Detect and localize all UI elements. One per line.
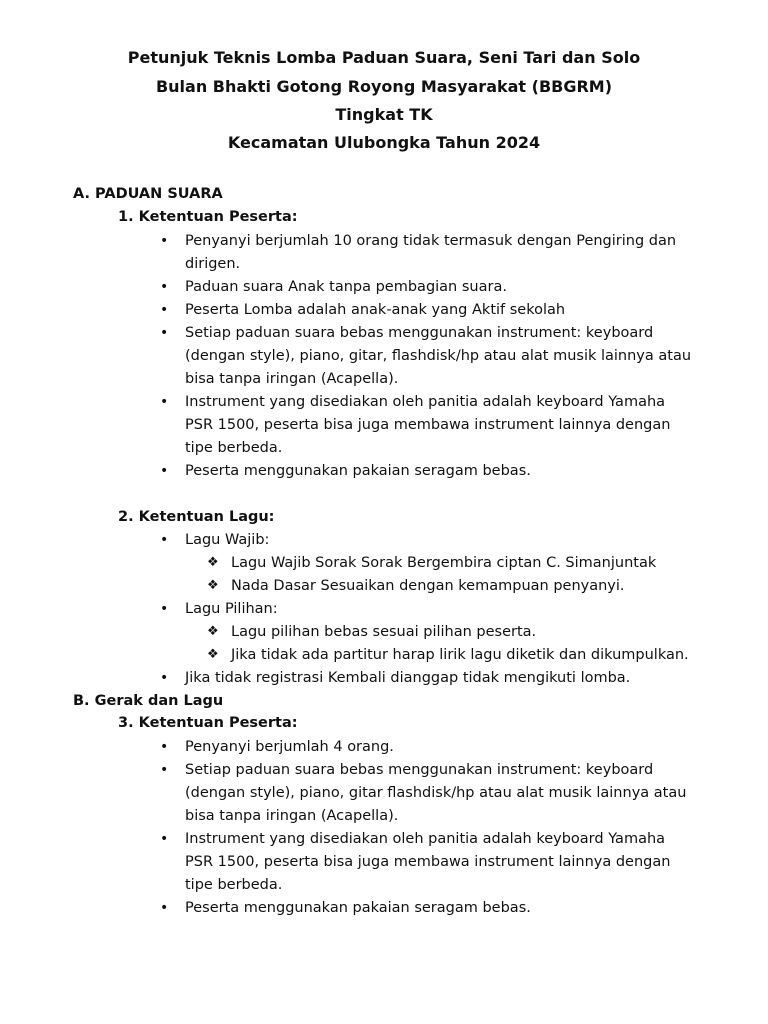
subsection-2-heading: 2. Ketentuan Lagu:	[118, 509, 275, 525]
list-item-line: tipe berbeda.	[185, 440, 283, 456]
bullet-icon: •	[160, 762, 169, 778]
list-item-line: bisa tanpa iringan (Acapella).	[185, 808, 399, 824]
doc-title-line-4: Kecamatan Ulubongka Tahun 2024	[227, 133, 541, 152]
doc-title-line-1: Petunjuk Teknis Lomba Paduan Suara, Seni Tari dan Solo	[127, 48, 641, 67]
bullet-icon: •	[160, 463, 169, 479]
lagu-pilihan-label: Lagu Pilihan:	[185, 601, 278, 617]
bullet-icon: •	[160, 233, 169, 249]
doc-title-line-2: Bulan Bhakti Gotong Royong Masyarakat (BBGRM)	[155, 77, 613, 96]
section-a-heading: A. PADUAN SUARA	[73, 186, 223, 202]
bullet-icon: •	[160, 325, 169, 341]
list-item-line: Setiap paduan suara bebas menggunakan instrument: keyboard	[185, 762, 654, 778]
list-item-line: PSR 1500, peserta bisa juga membawa instrument lainnya dengan	[185, 854, 671, 870]
list-item-line: Paduan suara Anak tanpa pembagian suara.	[185, 279, 507, 295]
bullet-icon: •	[160, 302, 169, 318]
subsection-1-heading: 1. Ketentuan Peserta:	[118, 209, 298, 225]
bullet-icon: •	[160, 831, 169, 847]
list-item-line: Peserta Lomba adalah anak-anak yang Aktif sekolah	[185, 302, 566, 318]
list-item-line: Penyanyi berjumlah 4 orang.	[185, 739, 394, 755]
diamond-bullet-icon: ❖	[207, 647, 219, 662]
bullet-icon: •	[160, 394, 169, 410]
bullet-icon: •	[160, 739, 169, 755]
diamond-bullet-icon: ❖	[207, 578, 219, 593]
list-item-line: Peserta menggunakan pakaian seragam bebas.	[185, 463, 531, 479]
lagu-pilihan-item: Jika tidak ada partitur harap lirik lagu diketik dan dikumpulkan.	[231, 647, 689, 663]
bullet-icon: •	[160, 900, 169, 916]
bullet-icon: •	[160, 601, 169, 617]
bullet-icon: •	[160, 532, 169, 548]
list-item-line: bisa tanpa iringan (Acapella).	[185, 371, 399, 387]
list-item-line: tipe berbeda.	[185, 877, 283, 893]
list-item-line: (dengan style), piano, gitar flashdisk/hp atau alat musik lainnya atau	[185, 785, 687, 801]
lagu-pilihan-item: Lagu pilihan bebas sesuai pilihan peserta.	[231, 624, 537, 640]
diamond-bullet-icon: ❖	[207, 555, 219, 570]
subsection-3-heading: 3. Ketentuan Peserta:	[118, 715, 298, 731]
list-item-line: Jika tidak registrasi Kembali dianggap tidak mengikuti lomba.	[185, 670, 631, 686]
doc-title-line-3: Tingkat TK	[335, 105, 433, 124]
list-item-line: PSR 1500, peserta bisa juga membawa instrument lainnya dengan	[185, 417, 671, 433]
lagu-wajib-item: Lagu Wajib Sorak Sorak Bergembira ciptan C. Simanjuntak	[231, 555, 657, 571]
section-b-heading: B. Gerak dan Lagu	[73, 693, 224, 709]
list-item-line: Instrument yang disediakan oleh panitia adalah keyboard Yamaha	[185, 831, 666, 847]
list-item-line: Instrument yang disediakan oleh panitia adalah keyboard Yamaha	[185, 394, 666, 410]
list-item-line: dirigen.	[185, 256, 241, 272]
list-item-line: Peserta menggunakan pakaian seragam bebas.	[185, 900, 531, 916]
list-item-line: Penyanyi berjumlah 10 orang tidak termasuk dengan Pengiring dan	[185, 233, 677, 249]
diamond-bullet-icon: ❖	[207, 624, 219, 639]
list-item-line: Setiap paduan suara bebas menggunakan instrument: keyboard	[185, 325, 654, 341]
list-item-line: (dengan style), piano, gitar, flashdisk/hp atau alat musik lainnya atau	[185, 348, 692, 364]
lagu-wajib-label: Lagu Wajib:	[185, 532, 270, 548]
bullet-icon: •	[160, 279, 169, 295]
bullet-icon: •	[160, 670, 169, 686]
lagu-wajib-item: Nada Dasar Sesuaikan dengan kemampuan penyanyi.	[231, 578, 625, 594]
